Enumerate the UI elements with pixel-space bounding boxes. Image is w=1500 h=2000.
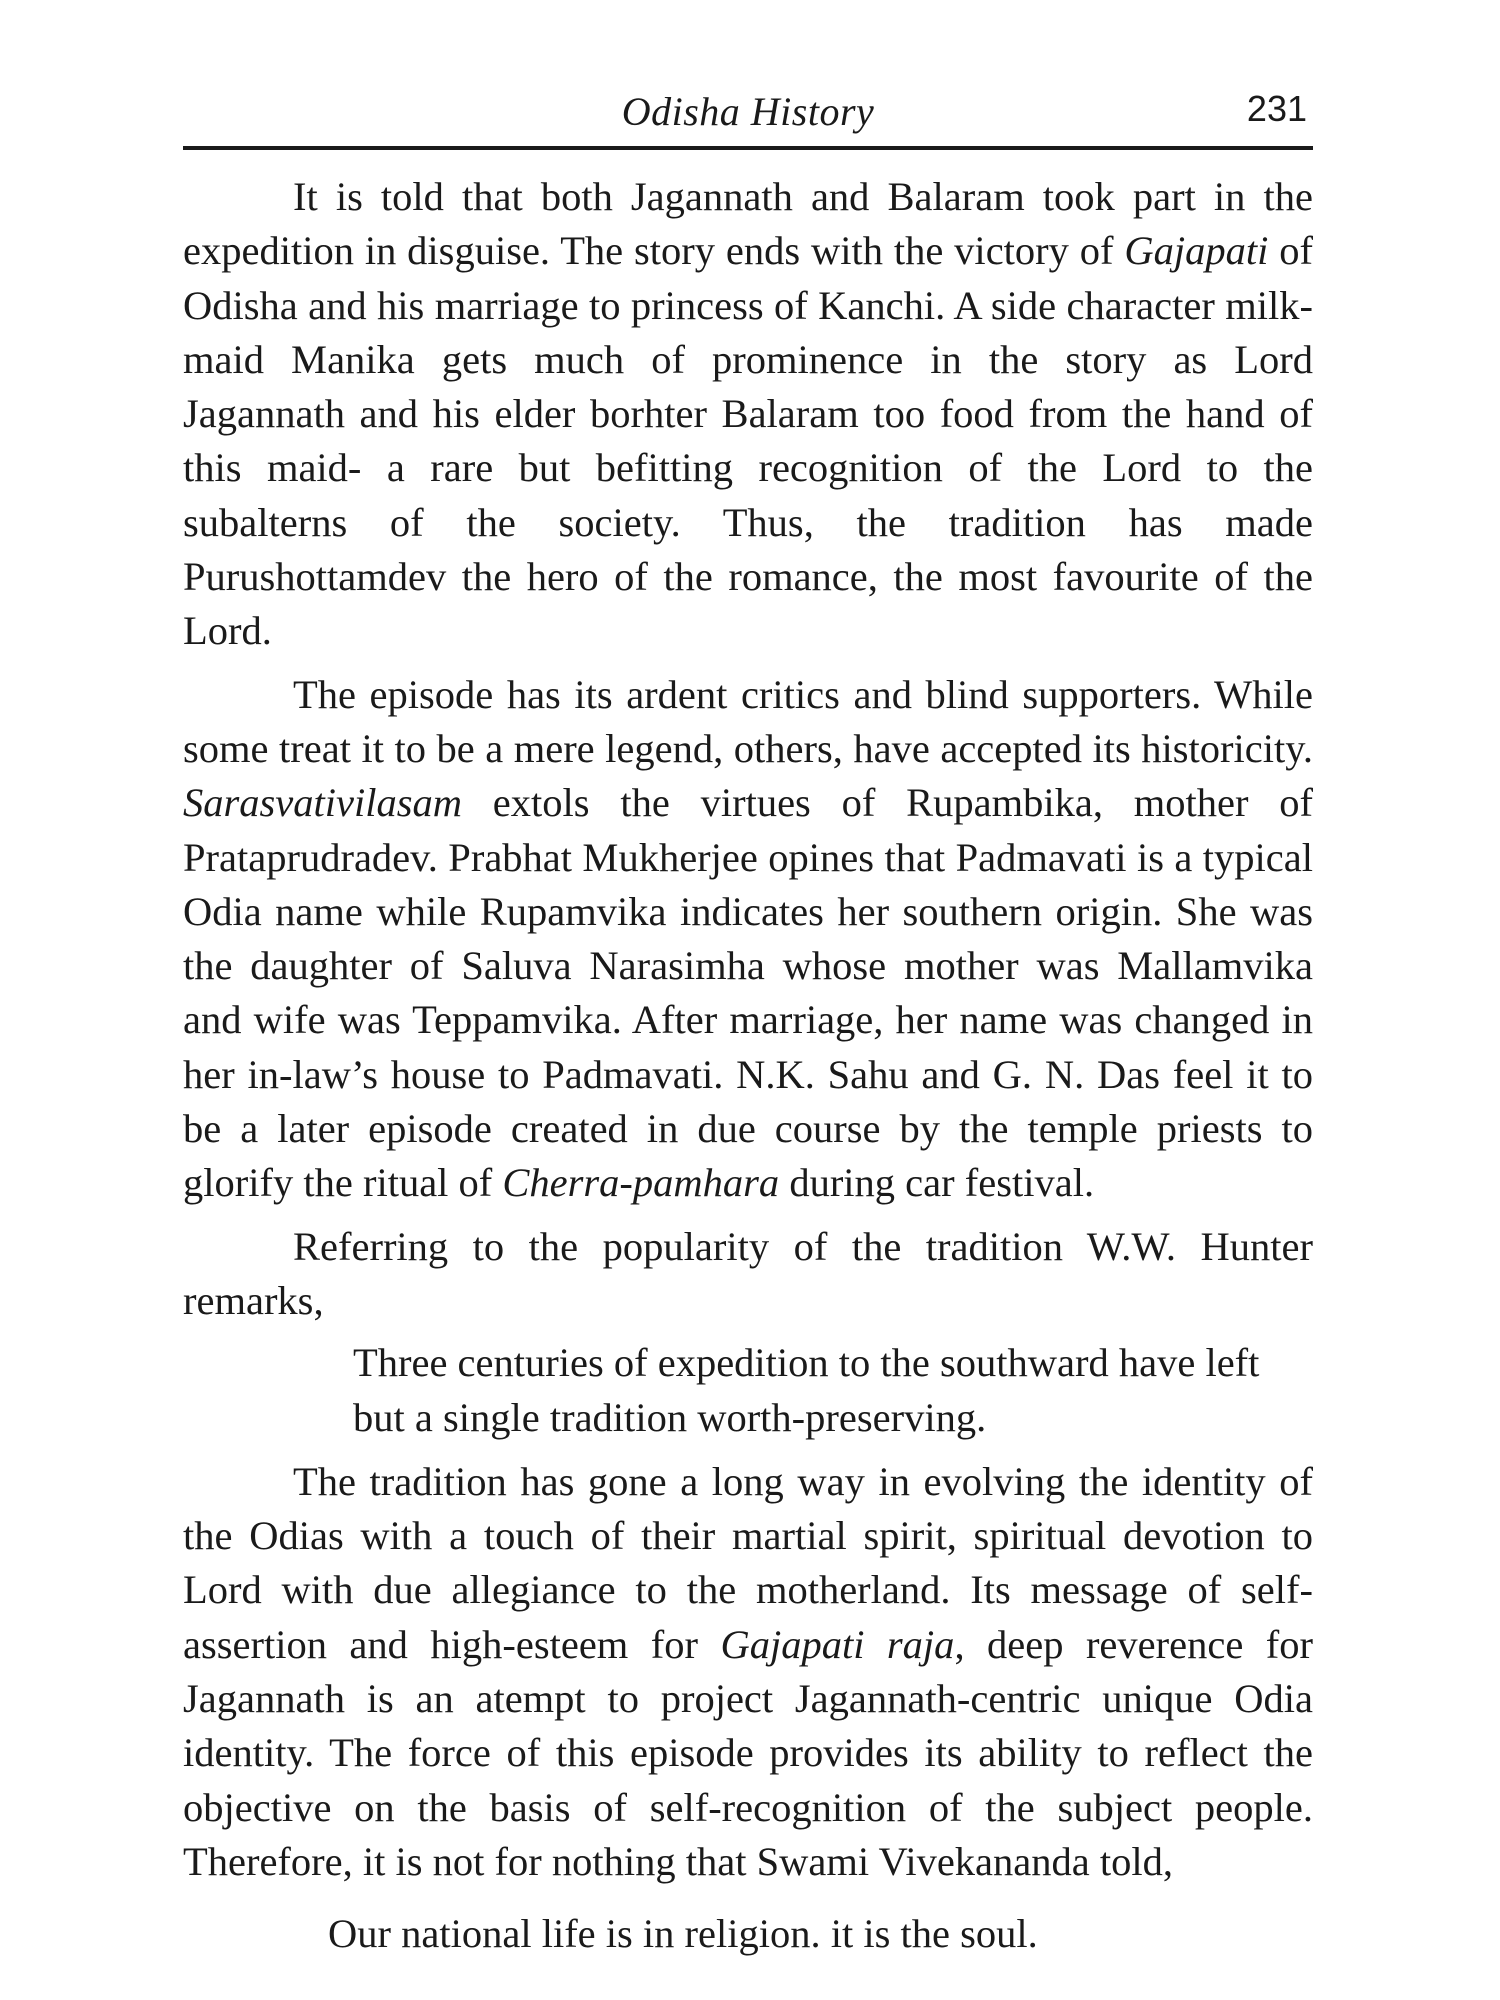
block-quote-vivekananda: Our national life is in religion. it is the soul. [328, 1911, 1038, 1957]
paragraph-1-text-c: of Odisha and his marriage to princess of Kanchi. A side character milk-maid Manika gets much of prominence in the story as Lord Jagannath and his elder borhter Balaram too food from the hand of this maid- a rare but befitting recognition of the Lord to the subalterns of the society. Thus, the tradition has made Purushottamdev the hero of the romance, the most favourite of the Lord. [183, 228, 1313, 654]
paragraph-2-text-c: extols the virtues of Rupambika, mother of Prataprudradev. Prabhat Mukherjee opines that Padmavati is a typical Odia name while Rupamvika indicates her southern origin. She was the daughter of Saluva Narasimha whose mother was Mallamvika and wife was Teppamvika. After marriage, her name was changed in her in-law’s house to Padmavati. N.K. Sahu and G. N. Das feel it to be a later episode created in due course by the temple priests to glorify the ritual of [183, 780, 1313, 1206]
paragraph-1-italic-gajapati: Gajapati [1124, 228, 1269, 274]
paragraph-2-text-e: during car festival. [779, 1160, 1095, 1206]
paragraph-1 [183, 170, 1313, 659]
paragraph-3: Referring to the popularity of the tradition W.W. Hunter remarks, [183, 1223, 1313, 1323]
header-rule [183, 146, 1313, 150]
running-header [183, 80, 1313, 150]
paragraph-2-text-a: The episode has its ardent critics and blind supporters. While some treat it to be a mere legend, others, have accepted its historicity. [183, 671, 1313, 771]
paragraph-2 [183, 668, 1313, 1211]
paragraph-4-italic-gajapati-raja: Gajapati raja [720, 1621, 955, 1667]
paragraph-4-text-a: The tradition has gone a long way in evolving the identity of the Odias with a touch of their martial spirit, spiritual devotion to Lord with due allegiance to the motherland. Its message of self-assertion and high-esteem for [183, 1458, 1313, 1667]
page-number: 231 [1246, 88, 1307, 129]
page-body [183, 170, 1313, 1961]
paragraph-4-text-c: , deep reverence for Jagannath is an atempt to project Jagannath-centric unique Odia identity. The force of this episode provides its ability to reflect the objective on the basis of self-recognition of the subject people. Therefore, it is not for nothing that Swami Vivekananda told, [183, 1621, 1313, 1884]
paragraph-2-italic-sarasvativilasam: Sarasvativilasam [183, 780, 462, 826]
paragraph-2-italic-cherra-pamhara: Cherra-pamhara [502, 1160, 780, 1206]
paragraph-1-text-a: It is told that both Jagannath and Balaram took part in the expedition in disguise. The story ends with the victory of [183, 174, 1313, 274]
block-quote-hunter: Three centuries of expedition to the southward have left but a single tradition worth-preserving. [353, 1340, 1260, 1440]
book-title: Odisha History [621, 89, 875, 134]
book-page [183, 80, 1313, 1961]
paragraph-4 [183, 1455, 1313, 1889]
